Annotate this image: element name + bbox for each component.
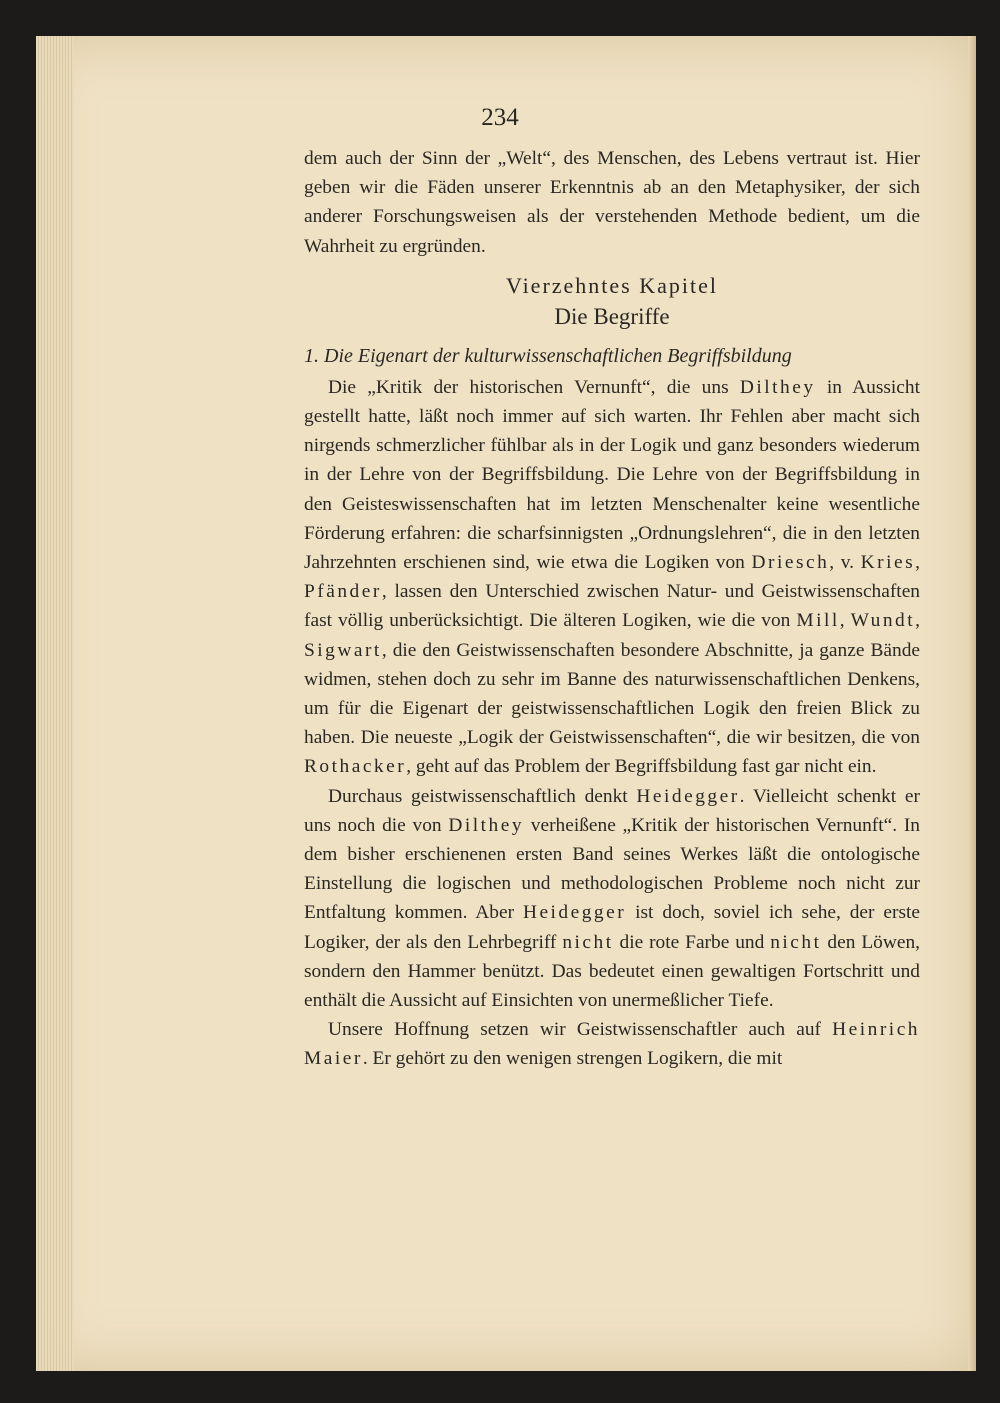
name-spaced: Dilthey [739,376,816,398]
page-number: 234 [481,104,519,131]
name-spaced: Heinrich Maier [304,1019,920,1070]
right-page-edge [968,36,976,1371]
name-spaced: Heidegger [636,785,740,807]
emphasis-spaced: nicht [562,931,614,953]
name-spaced: Sigwart [304,639,382,661]
name-spaced: Driesch [751,552,830,574]
name-spaced: Rothacker [304,756,407,778]
paragraph-2: Durchaus geistwissenschaftlich denkt Heidegger. Vielleicht schenkt er uns noch die von Dilthey verheißene „Kritik der historischen Vernunft“. In dem bisher erschienenen ersten Band seines Werkes läßt die ontologische Einstellung die logischen und methodologischen Probleme noch nicht zur Entfaltung kommen. Aber Heidegger ist doch, soviel ich sehe, der erste Logiker, der als den Lehrbegriff nicht die rote Farbe und nicht den Löwen, sondern den Hammer benützt. Das bedeutet einen gewaltigen Fortschritt und enthält die Aussicht auf Einsichten von unermeßlicher Tiefe. [304,785,921,1012]
emphasis-spaced: nicht [770,931,822,953]
paragraph-3: Unsere Hoffnung setzen wir Geistwissenschaftler auch auf Heinrich Maier. Er gehört zu den wenigen strengen Logikern, die mit [304,1019,920,1070]
name-spaced: Heidegger [522,902,627,924]
section-title: 1. Die Eigenart der kulturwissenschaftlichen Begriffsbildung [304,344,792,367]
page-stack-edge [36,36,74,1371]
name-spaced: Dilthey [448,814,525,836]
chapter-label: Vierzehntes Kapitel [506,272,718,298]
name-spaced: Kries [860,552,916,574]
paragraph-intro: dem auch der Sinn der „Welt“, des Menschen, des Lebens vertraut ist. Hier geben wir die Fäden unserer Erkenntnis ab an den Metaphysiker, der sich anderer Forschungsweisen als der verstehenden Methode bedient, um die Wahrheit zu ergründen. [304,148,920,257]
chapter-title: Die Begriffe [554,303,670,329]
name-spaced: Mill [796,610,840,632]
name-spaced: Pfänder [304,581,382,603]
body-text [304,144,920,1074]
paragraph-1: Die „Kritik der historischen Vernunft“, die uns Dilthey in Aussicht gestellt hatte, läßt noch immer auf sich warten. Ihr Fehlen aber macht sich nirgends schmerzlicher fühlbar als in der Logik und ganz besonders wiederum in der Lehre von der Begriffsbildung. Die Lehre von der Begriffsbildung in den Geisteswissenschaften hat im letzten Menschenalter keine wesentliche Förderung erfahren: die scharfsinnigsten „Ordnungslehren“, die in den letzten Jahrzehnten erschienen sind, wie etwa die Logiken von Driesch, v. Kries, Pfänder, lassen den Unterschied zwischen Natur- und Geistwissenschaften fast völlig unberücksichtigt. Die älteren Logiken, wie die von Mill, Wundt, Sigwart, die den Geistwissenschaften besondere Abschnitte, ja ganze Bände widmen, stehen doch zu sehr im Banne des naturwissenschaftlichen Denkens, um für die Eigenart der geistwissenschaftlichen Logik den freien Blick zu haben. Die neueste „Logik der Geistwissenschaften“, die wir besitzen, die von Rothacker, geht auf das Problem der Begriffsbildung fast gar nicht ein. [304,376,921,778]
name-spaced: Wundt [850,610,916,632]
